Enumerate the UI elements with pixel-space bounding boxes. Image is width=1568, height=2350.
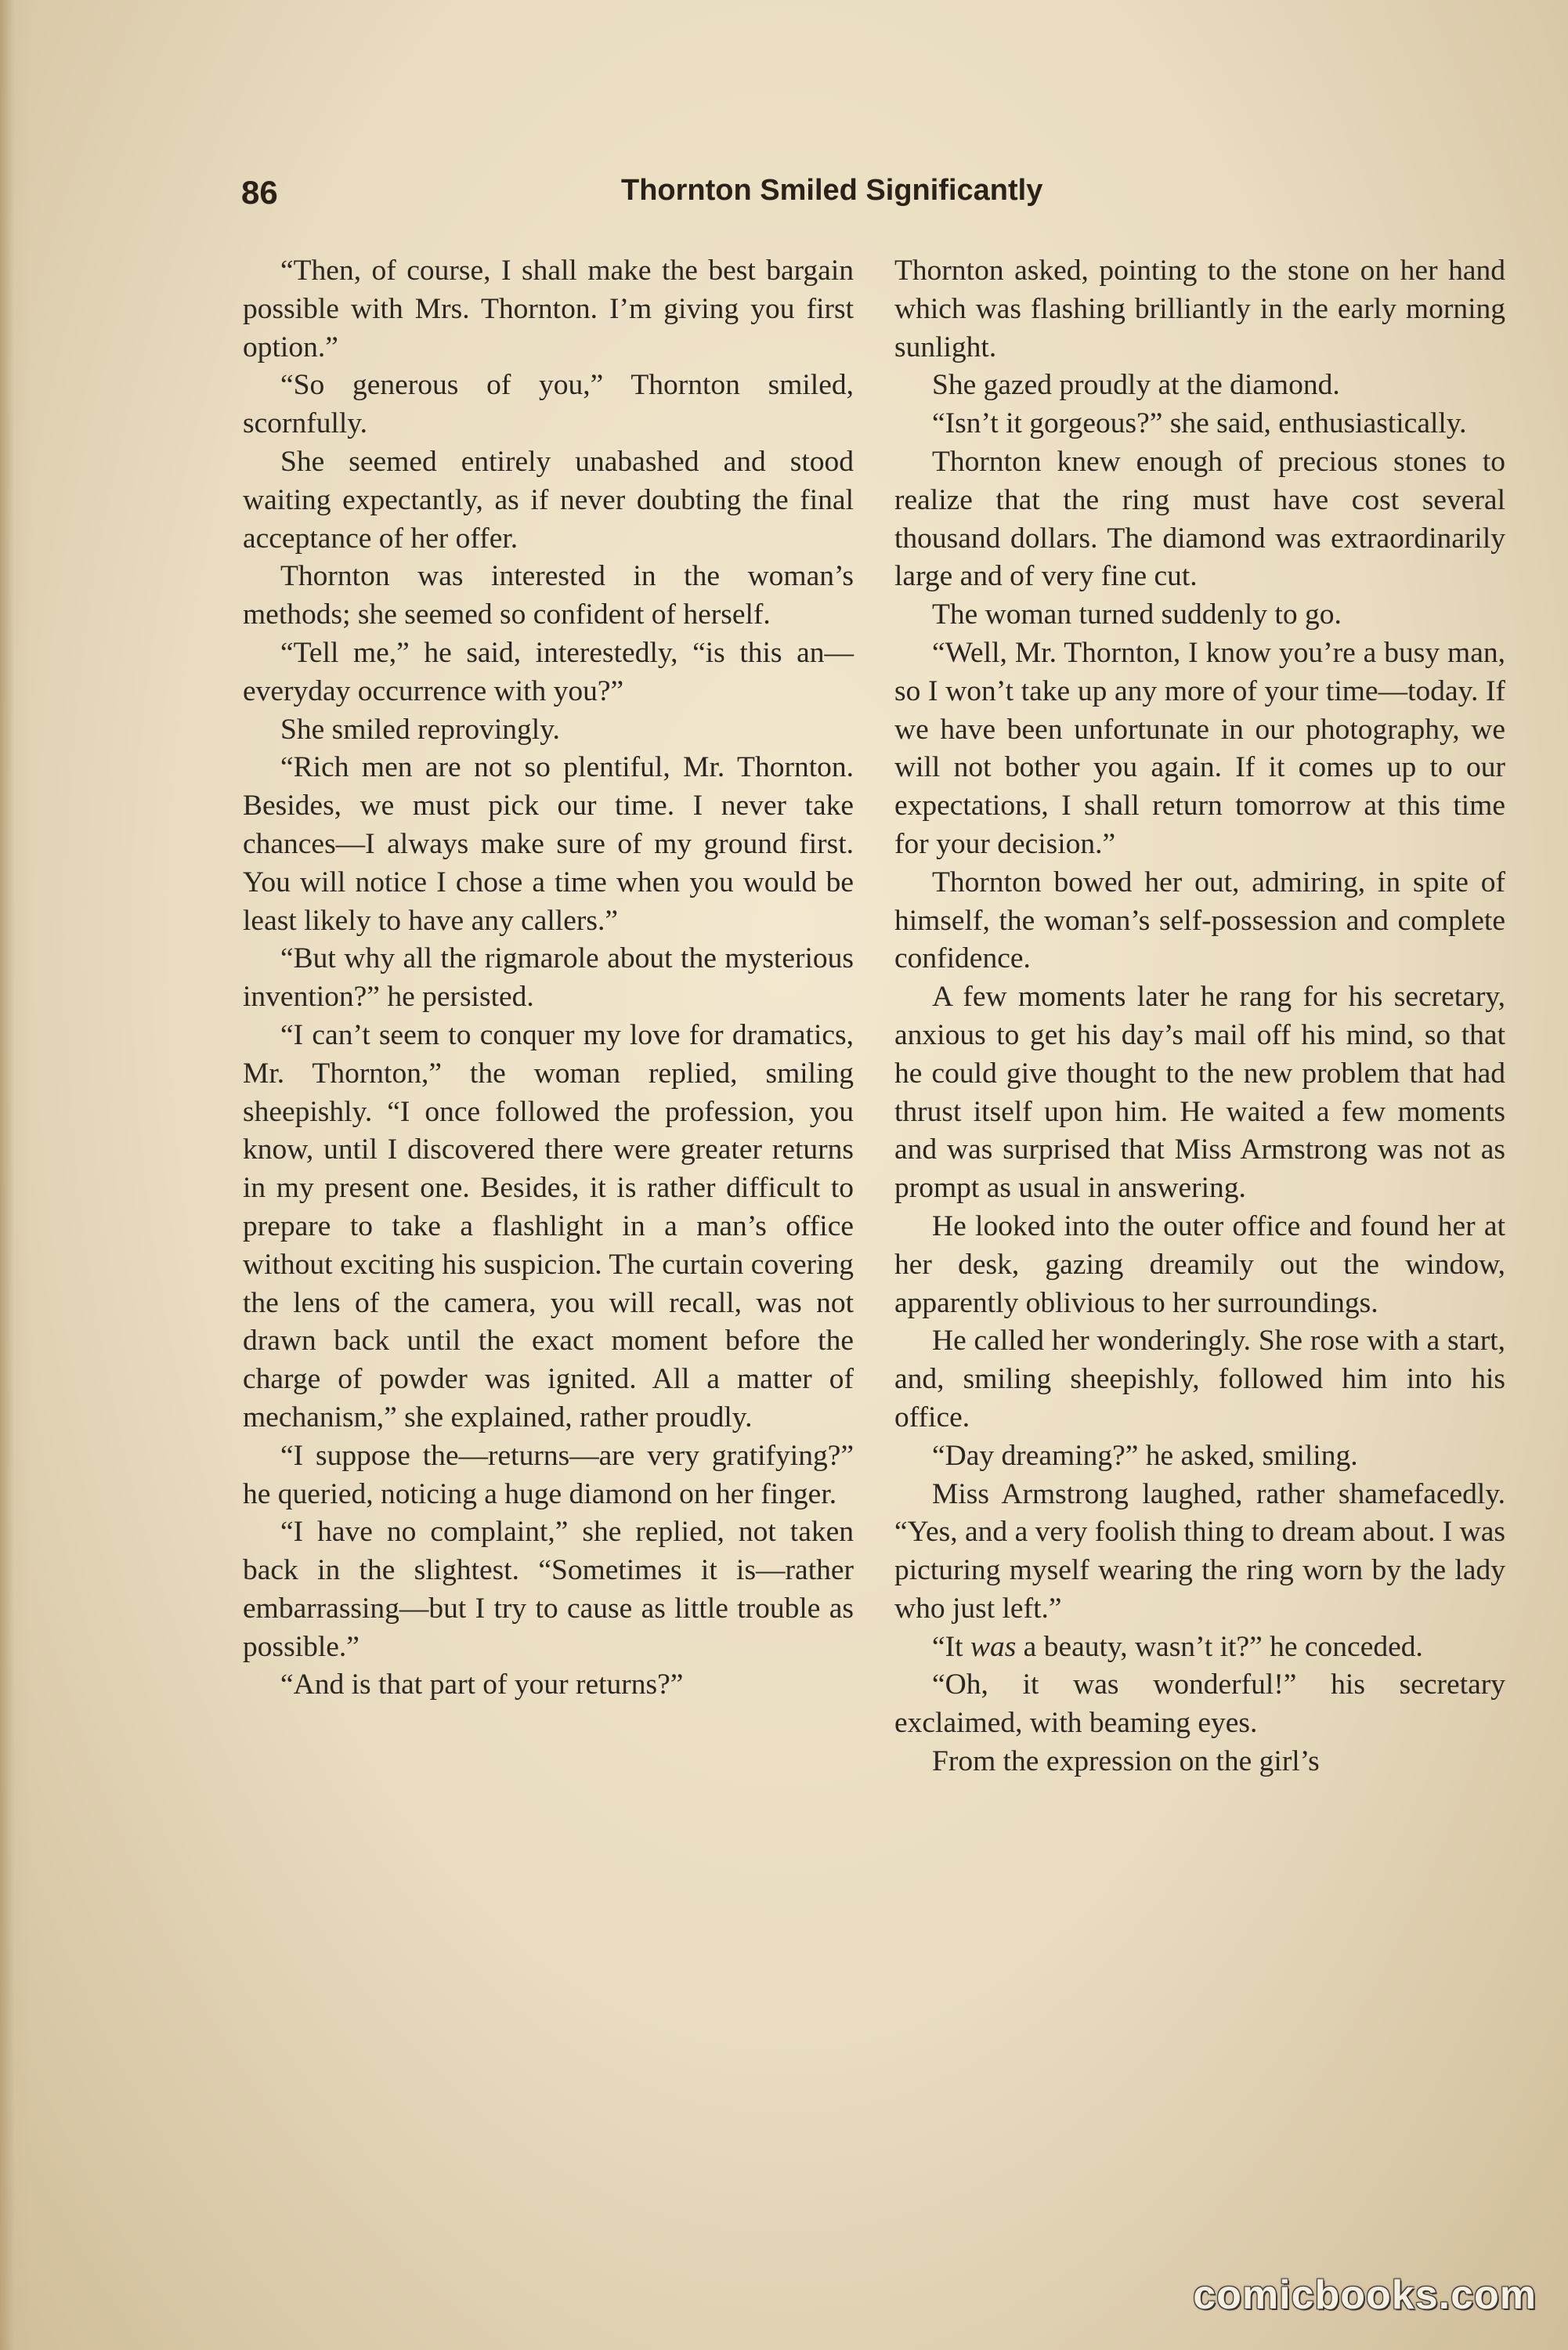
- paragraph: “I have no complaint,” she replied, not taken back in the slightest. “Sometimes it is—rather embarrassing—but I try to cause as little trouble as possible.”: [243, 1516, 854, 1663]
- paragraph: “Oh, it was wonderful!” his secretary exclaimed, with beaming eyes.: [894, 1668, 1505, 1740]
- paragraph: “But why all the rigmarole about the mysterious invention?” he persisted.: [243, 942, 854, 1014]
- paragraph: “I can’t seem to conquer my love for dramatics, Mr. Thornton,” the woman replied, smiling sheepishly. “I once followed the profession, you know, until I discovered there were greater returns in my present one. Besides, it is rather difficult to prepare to take a flashlight in a man’s office without exciting his suspicion. The curtain covering the lens of the camera, you will recall, was not drawn back until the exact moment before the charge of powder was ignited. All a matter of mechanism,” she explained, rather proudly.: [243, 1018, 854, 1434]
- paragraph: “Tell me,” he said, interestedly, “is this an—everyday occurrence with you?”: [243, 636, 854, 707]
- paragraph-text: “It: [932, 1630, 970, 1663]
- paragraph: The woman turned suddenly to go.: [932, 598, 1342, 631]
- paragraph: He called her wonderingly. She rose with a start, and, smiling sheepishly, followed him into his office.: [894, 1325, 1505, 1434]
- paragraph: She smiled reprovingly.: [280, 713, 560, 746]
- paragraph: Thornton asked, pointing to the stone on her hand which was flashing brilliantly in the early morning sunlight.: [894, 255, 1505, 363]
- paragraph: Thornton bowed her out, admiring, in spite of himself, the woman’s self-possession and complete confidence.: [894, 866, 1505, 975]
- paragraph: “Well, Mr. Thornton, I know you’re a busy man, so I won’t take up any more of your time—today. If we have been unfortunate in our photography, we will not bother you again. If it comes up to our expectations, I shall return tomorrow at this time for your decision.”: [894, 636, 1505, 860]
- paragraph: “Day dreaming?” he asked, smiling.: [932, 1439, 1358, 1472]
- page-number: 86: [241, 174, 278, 211]
- page-header: [241, 174, 1568, 221]
- emphasis-text: was: [970, 1630, 1017, 1663]
- paragraph-text: a beauty, wasn’t it?” he conceded.: [1016, 1630, 1423, 1663]
- paragraph: “So generous of you,” Thornton smiled, scornfully.: [243, 369, 854, 440]
- paragraph: A few moments later he rang for his secretary, anxious to get his day’s mail off his mind, so that he could give thought to the new problem that had thrust itself upon him. He waited a few moments and was surprised that Miss Armstrong was not as prompt as usual in answering.: [894, 981, 1505, 1205]
- paragraph: Thornton was interested in the woman’s methods; she seemed so confident of herself.: [243, 560, 854, 631]
- paragraph: Miss Armstrong laughed, rather shamefacedly. “Yes, and a very foolish thing to dream about. I was picturing myself wearing the ring worn by the lady who just left.”: [894, 1477, 1505, 1625]
- paragraph: He looked into the outer office and found her at her desk, gazing dreamily out the window, apparently oblivious to her surroundings.: [894, 1209, 1505, 1319]
- watermark-logo: comicbooks.com: [1193, 2272, 1537, 2318]
- paragraph: She seemed entirely unabashed and stood waiting expectantly, as if never doubting the final acceptance of her offer.: [243, 445, 854, 555]
- left-column: [243, 252, 854, 1705]
- page-edge: [0, 0, 14, 2350]
- paragraph: “And is that part of your returns?”: [280, 1668, 684, 1701]
- paragraph: From the expression on the girl’s: [932, 1745, 1320, 1778]
- paragraph: “I suppose the—returns—are very gratifying?” he queried, noticing a huge diamond on her finger.: [243, 1439, 854, 1510]
- paragraph: “Rich men are not so plentiful, Mr. Thornton. Besides, we must pick our time. I never take chances—I always make sure of my ground first. You will notice I chose a time when you would be least likely to have any callers.”: [243, 751, 854, 937]
- running-head: Thornton Smiled Significantly: [621, 174, 1043, 207]
- paragraph: [894, 1629, 1505, 1667]
- paragraph: Thornton knew enough of precious stones to realize that the ring must have cost several thousand dollars. The diamond was extraordinarily large and of very fine cut.: [894, 445, 1505, 593]
- paragraph: “Isn’t it gorgeous?” she said, enthusiastically.: [932, 407, 1467, 440]
- right-column: [894, 252, 1505, 1781]
- paragraph: “Then, of course, I shall make the best bargain possible with Mrs. Thornton. I’m giving you first option.”: [243, 255, 854, 363]
- paragraph: She gazed proudly at the diamond.: [932, 369, 1340, 402]
